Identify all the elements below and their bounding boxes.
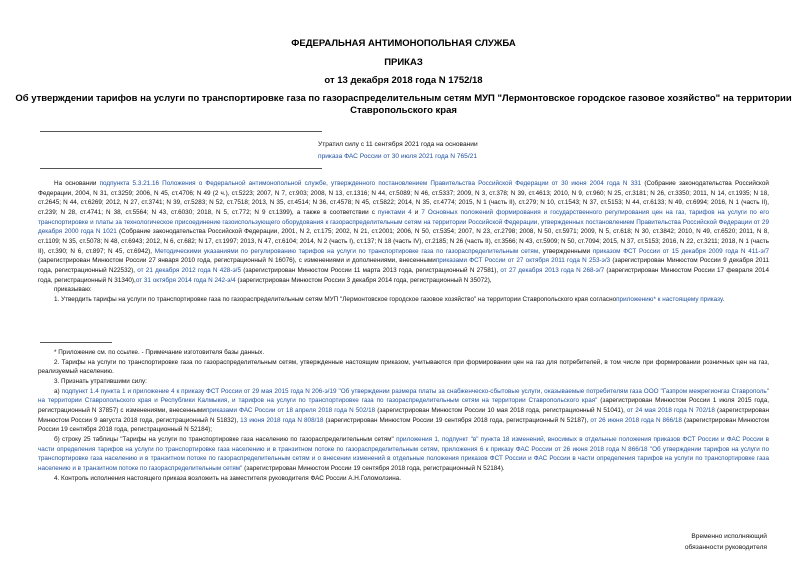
item-3b: б) строку 25 таблицы "Тарифы на услуги по транспортировке газа населению по газораспределительным сетям" приложения 1, подпункт "в" пункта 18 изменений, вносимых в отдельные положения приказов ФСТ России и ФАС России в части определения тарифов на услуги по транспортировке газа населению и в транзитном потоке по газораспределительным сетям, приложения 6 к приказу ФАС России от 26 июня 2018 года N 866/18 "Об утверждении тарифов на услуги по транспортировке газа населению и в транзитном потоке по газораспределительным сетям и о внесении изменений в отдельные положения приказов ФСТ России и ФАС России в части определения тарифов на услуги по транспортировке газа населению и в транзитном потоке по газораспределительным сетям" (зарегистрирован Минюстом России 19 сентября 2018 года, регистрационный N 52184). [38, 435, 770, 472]
link-methodical-guidelines[interactable]: Методическими указаниями по регулированию тарифов на услуги по транспортировке газа по газораспределительным сетям [154, 247, 539, 255]
item-4: 4. Контроль исполнения настоящего приказа возложить на заместителя руководителя ФАС России А.Н.Голомолзина. [54, 474, 401, 482]
link-fas-order-502[interactable]: приказами ФАС России от 18 апреля 2018 года N 502/18 [205, 406, 376, 414]
main-items-block [38, 348, 769, 483]
link-fst-order-2012[interactable]: от 21 декабря 2012 года N 428-э/5 [137, 266, 241, 274]
order-word: приказываю: [54, 286, 92, 294]
link-fas-regulation[interactable]: подпункта 5.3.21.16 Положения о Федеральной антимонопольной службе, утвержденного постановлением Правительства Российской Федерации от 30 июня 2004 года N 331 [99, 180, 642, 187]
item-1: 1. Утвердить тарифы на услуги по транспортировке газа по газораспределительным сетям МУП "Лермонтовское городское газовое хозяйство" на территории Ставропольского края согласноприложению* к настоящему приказу. [54, 295, 725, 303]
item-2: 2. Тарифы на услуги по транспортировке газа по газораспределительным сетям, утвержденные настоящим приказом, учитываются при формировании цен на газ для потребителей, в том числе при формировании розничных цен на газ, реализуемый населению. [38, 358, 769, 376]
link-fst-order-2009[interactable]: приказом ФСТ России от 15 декабря 2009 года N 411-э/7 [592, 247, 769, 255]
item-3a: а) подпункт 1.4 пункта 1 и приложение 4 к приказу ФСТ России от 29 мая 2015 года N 206-э/19 "Об утверждении размера платы за снабженческо-сбытовые услуги, оказываемые потребителям газа ООО "Газпром межрегионгаз Ставрополь" на территории Ставропольского края и Республики Калмыкия, и тарифов на услуги по транспортировке газа по газораспределительным сетям на территории Ставропольского края" (зарегистрирован Минюстом России 1 июля 2015 года, регистрационный N 37857) с изменениями, внесеннымиприказами ФАС России от 18 апреля 2018 года N 502/18 (зарегистрирован Минюстом России 10 мая 2018 года, регистрационный N 51041), от 24 мая 2018 года N 702/18 (зарегистрирован Минюстом России 9 августа 2018 года, регистрационный N 51832), 13 июня 2018 года N 808/18 (зарегистрирован Минюстом России 19 сентября 2018 года, регистрационный N 52187), от 26 июня 2018 года N 866/18 (зарегистрирован Минюстом России 19 сентября 2018 года, регистрационный N 52184); [38, 387, 769, 434]
footnote-divider [40, 342, 112, 343]
link-fas-order-866[interactable]: от 26 июня 2018 года N 866/18 [590, 416, 682, 424]
link-fst-order-2013[interactable]: от 27 декабря 2013 года N 268-э/7 [500, 266, 605, 274]
signature-block [685, 531, 767, 553]
repeal-note-link[interactable]: приказа ФАС России от 30 июля 2021 года N 765/21 [318, 153, 478, 160]
signature-line-2: обязанности руководителя [684, 544, 767, 551]
annotation-divider [40, 168, 322, 169]
item-3: 3. Признать утратившими силу: [54, 377, 147, 385]
title-line-2: Ставропольского края [350, 105, 457, 116]
preamble-block [38, 179, 769, 305]
signature-line-1: Временно исполняющий [691, 533, 767, 540]
title-line-1: Об утверждении тарифов на услуги по транспортировке газа по газораспределительным сетям МУП "Лермонтовское городское газовое хозяйство" на территории [15, 93, 792, 104]
footnote: * Приложение см. по ссылке. - Примечание изготовителя базы данных. [54, 349, 265, 356]
link-basic-provisions[interactable]: 7 Основных положений формирования и государственного регулирования цен на газ, тарифов на услуги по его транспортировке и платы за технологическое присоединение газоиспользующего оборудования к газораспределительным сетям на территории Российской Федерации, утвержденных постановлением Правительства Российской Федерации от 29 декабря 2000 года N 1021 [38, 208, 770, 236]
repeal-note: Утратил силу с 11 сентября 2021 года на основании [318, 141, 478, 148]
doc-type-heading: ПРИКАЗ [384, 57, 423, 68]
link-fst-order-2015[interactable]: подпункт 1.4 пункта 1 и приложение 4 к приказу ФСТ России от 29 мая 2015 года N 206-э/19 "Об утверждении размера платы за снабженческо-сбытовые услуги, оказываемые потребителям газа ООО "Газпром межрегионгаз Ставрополь" на территории Ставропольского края и Республики Калмыкия, и тарифов на услуги по транспортировке газа по газораспределительным сетям на территории Ставропольского края" [38, 387, 769, 405]
link-fas-order-808[interactable]: 13 июня 2018 года N 808/18 [240, 416, 324, 424]
link-fst-order-2014[interactable]: от 31 октября 2014 года N 242-э/4 [135, 276, 236, 284]
link-appendix[interactable]: приложению* к настоящему приказу [616, 295, 723, 303]
agency-heading: ФЕДЕРАЛЬНАЯ АНТИМОНОПОЛЬНАЯ СЛУЖБА [291, 38, 516, 49]
link-points-4[interactable]: пунктами 4 [377, 208, 412, 216]
preamble-paragraph: На основании подпункта 5.3.21.16 Положения о Федеральной антимонопольной службе, утвержденного постановлением Правительства Российской Федерации от 30 июня 2004 года N 331 (Собрание законодательства Российской Федерации, 2004, N 31, ст.3259; 2006, N 45, ст.4706; N 49 (2 ч.), ст.5223; 2007, N 7, ст.903; 2008, N 13, ст.1316; N 44, ст.5089; N 46, ст.5337; 2009, N 3, ст.378; N 39, ст.4613; 2010, N 9, ст.960; N 25, ст.3181; N 26, ст.3350; 2011, N 14, ст.1935; N 18, ст.2645; N 44, ст.6269; 2012, N 27, ст.3741; N 39, ст.5283; N 52, ст.7518; 2013, N 35, ст.4514; N 36, ст.4578; N 45, ст.5822; 2014, N 35, ст.4774; 2015, N 1 (часть II), ст.279; N 10, ст.1543; N 37, ст.5153; N 44, ст.6133; N 49, ст.6994; 2016, N 1 (часть II), ст.239; N 28, ст.4741; N 38, ст.5564; N 43, ст.6030; 2018, N 5, ст.772; N 9 ст.1399), а также в соответствии с пунктами 4 и 7 Основных положений формирования и государственного регулирования цен на газ, тарифов на услуги по его транспортировке и платы за технологическое присоединение газоиспользующего оборудования к газораспределительным сетям на территории Российской Федерации, утвержденных постановлением Правительства Российской Федерации от 29 декабря 2000 года N 1021 (Собрание законодательства Российской Федерации, 2001, N 2, ст.175; 2002, N 21, ст.2001; 2006, N 50, ст.5354; 2007, N 23, ст.2798; 2008, N 50, ст.5971; 2009, N 5, ст.618; N 30, ст.3842; 2010, N 49, ст.6520; 2011, N 8, ст.1109; N 35, ст.5078; N 48, ст.6943; 2012, N 6, ст.682; N 17, ст.1997; 2013, N 47, ст.6104; 2014, N 2 (часть I), ст.137; N 18 (часть IV), ст.2185; N 26 (часть II), ст.3566; N 43, ст.5909; N 50, ст.7094; 2015, N 37, ст.5153; 2016, N 22, ст.3211; 2018, N 1 (часть II), ст.390; N 6, ст.897; N 45, ст.6942), Методическими указаниями по регулированию тарифов на услуги по транспортировке газа по газораспределительным сетям, утвержденными приказом ФСТ России от 15 декабря 2009 года N 411-э/7 (зарегистрирован Минюстом России 27 января 2010 года, регистрационный N 16076), с изменениями и дополнениями, внесеннымиприказами ФСТ России от 27 октября 2011 года N 253-э/3 (зарегистрирован Минюстом России 9 декабря 2011 года, регистрационный N22532), от 21 декабря 2012 года N 428-э/5 (зарегистрирован Минюстом России 11 марта 2013 года, регистрационный N 27581), от 27 декабря 2013 года N 268-э/7 (зарегистрирован Минюстом России 17 февраля 2014 года, регистрационный N 31340),от 31 октября 2014 года N 242-э/4 (зарегистрирован Минюстом России 3 декабря 2014 года, регистрационный N 35072), [38, 180, 770, 284]
link-appendix-1-changes[interactable]: приложения 1, подпункт "в" пункта 18 изменений, вносимых в отдельные положения приказов ФСТ России и ФАС России в части определения тарифов на услуги по транспортировке газа населению и в транзитном потоке по газораспределительным сетям, приложения 6 к приказу ФАС России от 26 июня 2018 года N 866/18 "Об утверждении тарифов на услуги по транспортировке газа населению и в транзитном потоке по газораспределительным сетям и о внесении изменений в отдельные положения приказов ФСТ России и ФАС России в части определения тарифов на услуги по транспортировке газа населению и в транзитном потоке по газораспределительным сетям" [38, 435, 770, 472]
link-fst-order-2011[interactable]: приказами ФСТ России от 27 октября 2011 года N 253-э/3 [435, 257, 611, 265]
date-number-heading: от 13 декабря 2018 года N 1752/18 [324, 75, 483, 86]
link-fas-order-702[interactable]: от 24 мая 2018 года N 702/18 [626, 406, 715, 414]
top-divider [40, 131, 322, 132]
